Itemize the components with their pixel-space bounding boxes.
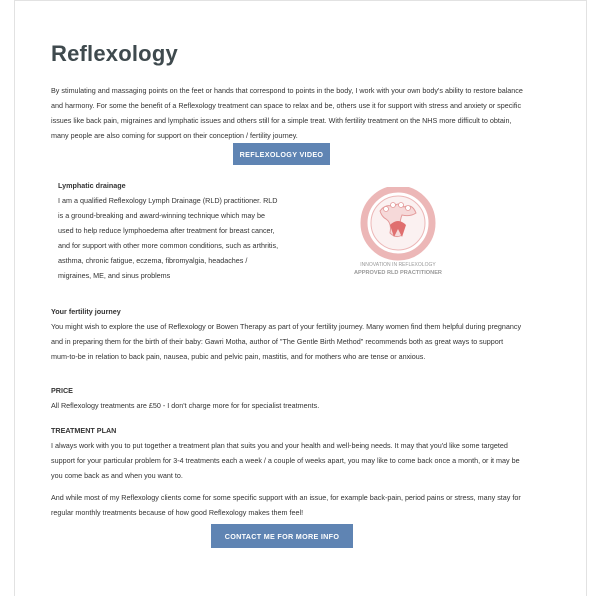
rld-badge-logo bbox=[346, 187, 450, 279]
price-body: All Reflexology treatments are £50 - I don't charge more for for specialist treatments. bbox=[51, 401, 320, 410]
treatment-section bbox=[51, 423, 523, 483]
fertility-section bbox=[51, 304, 523, 364]
price-heading: PRICE bbox=[51, 386, 73, 395]
badge-line-2: APPROVED RLD PRACTITIONER bbox=[354, 270, 442, 276]
page-frame-top bbox=[14, 0, 587, 1]
intro-paragraph: By stimulating and massaging points on the feet or hands that correspond to points in the body, I work with your own body's ability to restore balance and harmony. For some the benefit of a Reflexology treatment can space to relax and be, others use it for support with stress and anxiety or specific issues like back pain, migraines and lymphatic issues and others still for a simple treat. With fertility treatment on the NHS more difficult to obtain, many people are also coming for support on their conception / fertility journey. bbox=[51, 86, 523, 140]
closing-paragraph: And while most of my Reflexology clients come for some specific support with an issue, for example back-pain, period pains or stress, many stay for regular monthly treatments because of how good Reflexology makes them feel! bbox=[51, 493, 521, 517]
treatment-heading: TREATMENT PLAN bbox=[51, 426, 117, 435]
page-frame-right bbox=[586, 0, 587, 596]
treatment-body: I always work with you to put together a treatment plan that suits you and your health and well-being needs. It may that you'd like some targeted support for your particular problem for 3-4 treatments each a week / a couple of weeks apart, you may like to come back once a month, or it may be you come back as and when you want to. bbox=[51, 441, 520, 480]
lymph-heading: Lymphatic drainage bbox=[58, 181, 126, 190]
contact-button[interactable]: CONTACT ME FOR MORE INFO bbox=[211, 524, 353, 548]
fertility-body: You might wish to explore the use of Reflexology or Bowen Therapy as part of your fertility journey. Many women find them helpful during pregnancy and in preparing them for the birth of their baby: Gawri Motha, author of "The Gentle Birth Method" recommends both as great ways to support mum-to-be in relation to back pain, nausea, pubic and pelvic pain, mastitis, and for mothers who are tense or anxious. bbox=[51, 322, 522, 361]
price-section bbox=[51, 383, 523, 413]
page-frame-left bbox=[14, 0, 15, 596]
fertility-heading: Your fertility journey bbox=[51, 307, 121, 316]
lymph-body: I am a qualified Reflexology Lymph Drainage (RLD) practitioner. RLD is a ground-breaking and award-winning technique which may be used to help reduce lymphoedema after treatment for breast cancer, and for support with other more common conditions, such as arthritis, asthma, chronic fatigue, eczema, fibromyalgia, headaches / migraines, ME, and sinus problems bbox=[58, 196, 279, 280]
badge-line-1: INNOVATION IN REFLEXOLOGY bbox=[360, 262, 436, 268]
reflexology-video-button[interactable]: REFLEXOLOGY VIDEO bbox=[233, 143, 330, 165]
page-title: Reflexology bbox=[51, 41, 178, 66]
lymph-section bbox=[58, 178, 280, 283]
rld-badge bbox=[346, 187, 450, 279]
